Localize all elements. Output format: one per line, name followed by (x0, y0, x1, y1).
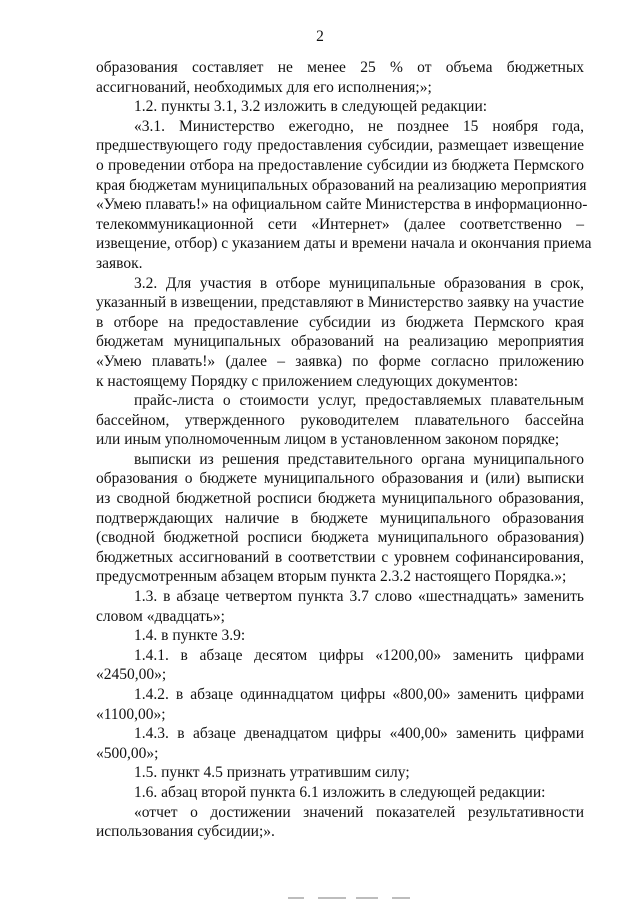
text-line: 1.4. в пункте 3.9: (134, 627, 246, 645)
text-line: бюджетных ассигнований в соответствии с уровнем софинансирования, (96, 548, 584, 566)
text-line: «500,00»; (96, 744, 159, 762)
document-body (96, 58, 592, 842)
scan-artifact (318, 897, 346, 899)
scan-artifact (356, 897, 378, 899)
text-line: или иным уполномоченным лицом в установленном законом порядке; (96, 431, 560, 449)
text-line: в отборе на предоставление субсидии из бюджета Пермского края (96, 313, 584, 331)
text-line: «1100,00»; (96, 705, 166, 723)
text-line: 1.4.1. в абзаце десятом цифры «1200,00» заменить цифрами (134, 646, 584, 664)
text-line: ассигнований, необходимых для его исполнения;»; (96, 78, 432, 96)
text-line: 1.6. абзац второй пункта 6.1 изложить в следующей редакции: (134, 783, 546, 801)
text-line: из сводной бюджетной росписи бюджета муниципального образования, (96, 490, 584, 508)
page-number: 2 (316, 28, 324, 45)
text-line: 1.4.2. в абзаце одиннадцатом цифры «800,00» заменить цифрами (134, 686, 584, 703)
text-line: края бюджетам муниципальных образований на реализацию мероприятия (96, 176, 587, 194)
text-line: «Умею плавать!» (далее – заявка) по форме согласно приложению (96, 352, 584, 370)
text-line: извещение, отбор) с указанием даты и времени начала и окончания приема (96, 235, 592, 253)
text-line: образования составляет не менее 25 % от объема бюджетных (96, 59, 584, 76)
text-line: указанный в извещении, представляют в Министерство заявку на участие (96, 294, 584, 312)
text-line: телекоммуникационной сети «Интернет» (далее соответственно – (96, 215, 584, 233)
text-line: образования о бюджете муниципального образования и (или) выписки (96, 470, 584, 488)
text-line: использования субсидии;». (96, 823, 275, 841)
text-line: «3.1. Министерство ежегодно, не позднее 15 ноября года, (134, 117, 584, 135)
text-line: к настоящему Порядку с приложением следующих документов: (96, 372, 519, 390)
text-line: подтверждающих наличие в бюджете муниципального образования (96, 509, 584, 527)
text-line: бассейном, утвержденного руководителем плавательного бассейна (96, 411, 584, 429)
text-line: 3.2. Для участия в отборе муниципальные образования в срок, (134, 274, 584, 292)
text-line: (сводной бюджетной росписи бюджета муниципального образования) (96, 529, 584, 547)
text-line: о проведении отбора на предоставление субсидии из бюджета Пермского (96, 156, 584, 174)
text-line: 1.3. в абзаце четвертом пункта 3.7 слово «шестнадцать» заменить (134, 588, 584, 606)
text-line: 1.4.3. в абзаце двенадцатом цифры «400,00» заменить цифрами (134, 725, 584, 743)
text-line: словом «двадцать»; (96, 607, 225, 625)
text-line: «2450,00»; (96, 666, 167, 684)
text-line: заявок. (96, 254, 143, 272)
text-line: «Умею плавать!» на официальном сайте Министерства в информационно- (96, 196, 588, 214)
text-line: 1.2. пункты 3.1, 3.2 изложить в следующей редакции: (134, 98, 488, 116)
text-line: предусмотренным абзацем вторым пункта 2.3.2 настоящего Порядка.»; (96, 568, 567, 586)
text-line: «отчет о достижении значений показателей результативности (134, 803, 584, 821)
scan-artifact (288, 897, 304, 899)
scan-artifact (392, 897, 410, 899)
text-line: 1.5. пункт 4.5 признать утратившим силу; (134, 764, 410, 782)
text-line: прайс-листа о стоимости услуг, предоставляемых плавательным (134, 392, 584, 410)
text-line: выписки из решения представительного органа муниципального (134, 450, 584, 468)
text-line: предшествующего году предоставления субсидии, размещает извещение (96, 137, 584, 155)
text-line: бюджетам муниципальных образований на реализацию мероприятия (96, 333, 584, 351)
